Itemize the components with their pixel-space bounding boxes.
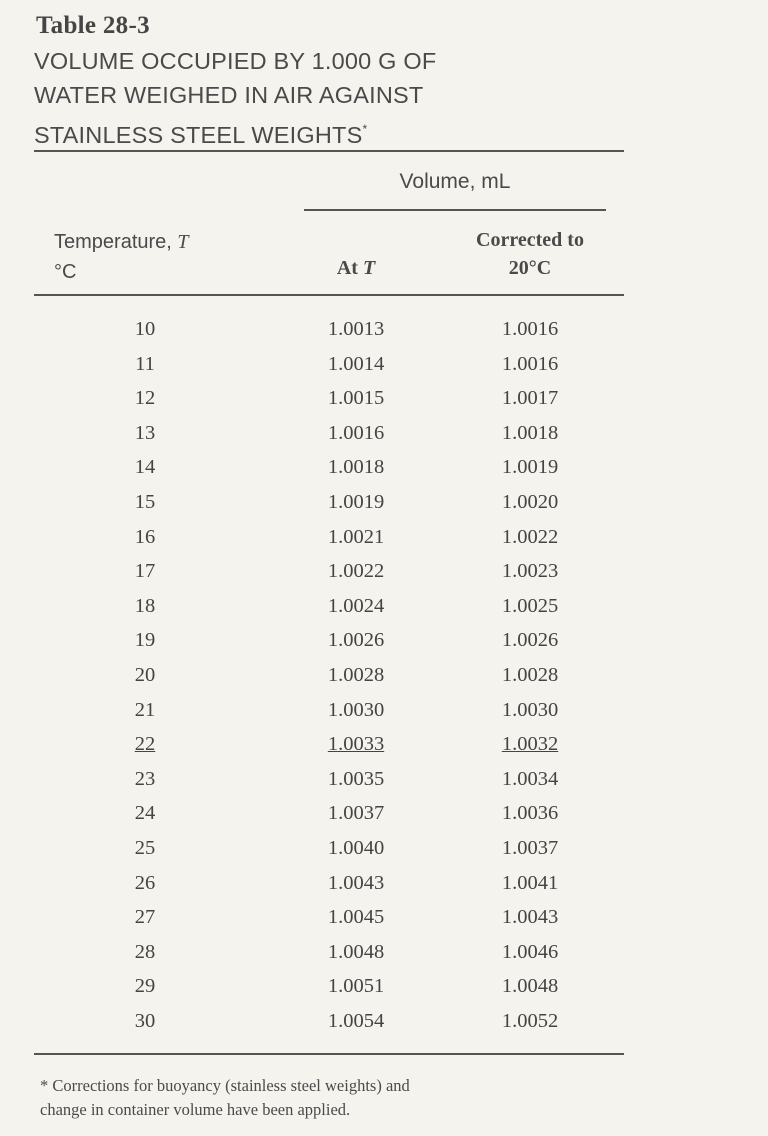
volume-at-t-cell: 1.0014: [327, 352, 385, 375]
top-rule: [34, 150, 624, 152]
table-row: [0, 318, 768, 353]
volume-corrected-cell: 1.0016: [501, 352, 559, 375]
temperature-cell: 28: [134, 940, 156, 963]
table-row: [0, 560, 768, 595]
volume-corrected-cell: 1.0022: [501, 525, 559, 548]
footnote-marker: *: [362, 122, 368, 136]
volume-corrected-cell: 1.0017: [501, 387, 559, 410]
temperature-cell: 26: [134, 871, 156, 894]
temperature-cell: 20: [134, 663, 156, 686]
table-title-line: WATER WEIGHED IN AIR AGAINST: [34, 82, 424, 108]
temperature-cell: 12: [134, 387, 156, 410]
volume-corrected-cell: 1.0030: [501, 698, 559, 721]
volume-at-t-cell: 1.0022: [327, 560, 385, 583]
temperature-cell: 24: [134, 802, 156, 825]
volume-at-t-cell: 1.0051: [327, 975, 385, 998]
temperature-cell: 27: [134, 906, 156, 929]
volume-at-t-cell: 1.0016: [327, 421, 385, 444]
volume-at-t-cell: 1.0045: [327, 906, 385, 929]
temperature-cell: 22: [134, 733, 156, 756]
temperature-cell: 17: [134, 560, 156, 583]
table-row: [0, 699, 768, 734]
group-header-rule: [304, 209, 606, 211]
temperature-cell: 29: [134, 975, 156, 998]
volume-at-t-cell: 1.0054: [327, 1009, 385, 1032]
column-header-temperature: Temperature, T °C: [54, 231, 189, 283]
table-row: [0, 1010, 768, 1045]
volume-corrected-cell: 1.0019: [501, 456, 559, 479]
table-row: [0, 733, 768, 768]
volume-corrected-cell: 1.0041: [501, 871, 559, 894]
volume-corrected-cell: 1.0037: [501, 836, 559, 859]
table-row: [0, 975, 768, 1010]
table-row: [0, 768, 768, 803]
volume-at-t-cell: 1.0043: [327, 871, 385, 894]
table-row: [0, 422, 768, 457]
temperature-cell: 15: [134, 490, 156, 513]
volume-at-t-cell: 1.0048: [327, 940, 385, 963]
temperature-cell: 14: [134, 456, 156, 479]
volume-corrected-cell: 1.0025: [501, 594, 559, 617]
bottom-rule: [34, 1053, 624, 1055]
temperature-cell: 13: [134, 421, 156, 444]
temperature-cell: 10: [134, 318, 156, 340]
table-body: [0, 318, 768, 1044]
volume-at-t-cell: 1.0037: [327, 802, 385, 825]
volume-corrected-cell: 1.0020: [501, 490, 559, 513]
volume-at-t-cell: 1.0019: [327, 490, 385, 513]
table-row: [0, 353, 768, 388]
table-row: [0, 941, 768, 976]
temperature-cell: 23: [134, 767, 156, 790]
temperature-cell: 18: [134, 594, 156, 617]
temperature-cell: 19: [134, 629, 156, 652]
volume-corrected-cell: 1.0052: [501, 1009, 559, 1032]
table-title-line: STAINLESS STEEL WEIGHTS*: [34, 122, 368, 148]
volume-corrected-cell: 1.0048: [501, 975, 559, 998]
temperature-cell: 16: [134, 525, 156, 548]
volume-at-t-cell: 1.0013: [327, 318, 385, 340]
volume-corrected-cell: 1.0018: [501, 421, 559, 444]
volume-corrected-cell: 1.0036: [501, 802, 559, 825]
volume-corrected-cell: 1.0026: [501, 629, 559, 652]
volume-at-t-cell: 1.0024: [327, 594, 385, 617]
volume-at-t-cell: 1.0015: [327, 387, 385, 410]
temperature-cell: 11: [135, 352, 155, 375]
volume-at-t-cell: 1.0018: [327, 456, 385, 479]
volume-corrected-cell: 1.0023: [501, 560, 559, 583]
volume-at-t-cell: 1.0035: [327, 767, 385, 790]
temperature-cell: 21: [134, 698, 156, 721]
table-title: [34, 44, 634, 152]
header-rule: [34, 294, 624, 296]
table-row: [0, 491, 768, 526]
table-label: Table 28-3: [36, 12, 150, 39]
volume-group-header: Volume, mL: [399, 170, 511, 193]
table-title-line: VOLUME OCCUPIED BY 1.000 G OF: [34, 48, 437, 74]
volume-corrected-cell: 1.0028: [501, 663, 559, 686]
volume-at-t-cell: 1.0026: [327, 629, 385, 652]
table-row: [0, 595, 768, 630]
table-row: [0, 629, 768, 664]
volume-corrected-cell: 1.0034: [501, 767, 559, 790]
column-header-corrected: Corrected to 20°C: [476, 229, 584, 279]
volume-at-t-cell: 1.0028: [327, 663, 385, 686]
table-row: [0, 456, 768, 491]
table-row: [0, 872, 768, 907]
table-row: [0, 802, 768, 837]
temperature-cell: 25: [134, 836, 156, 859]
volume-corrected-cell: 1.0016: [501, 318, 559, 340]
volume-corrected-cell: 1.0032: [501, 733, 559, 756]
volume-at-t-cell: 1.0033: [327, 733, 385, 756]
table-row: [0, 526, 768, 561]
table-row: [0, 837, 768, 872]
volume-at-t-cell: 1.0021: [327, 525, 385, 548]
table-row: [0, 906, 768, 941]
temperature-cell: 30: [134, 1009, 156, 1032]
table-footnote: * Corrections for buoyancy (stainless steel weights) and change in container volume have been applied.: [40, 1076, 410, 1119]
volume-corrected-cell: 1.0046: [501, 940, 559, 963]
volume-corrected-cell: 1.0043: [501, 906, 559, 929]
volume-at-t-cell: 1.0030: [327, 698, 385, 721]
table-row: [0, 387, 768, 422]
column-header-at-t: At T: [336, 257, 376, 279]
table-row: [0, 664, 768, 699]
volume-at-t-cell: 1.0040: [327, 836, 385, 859]
